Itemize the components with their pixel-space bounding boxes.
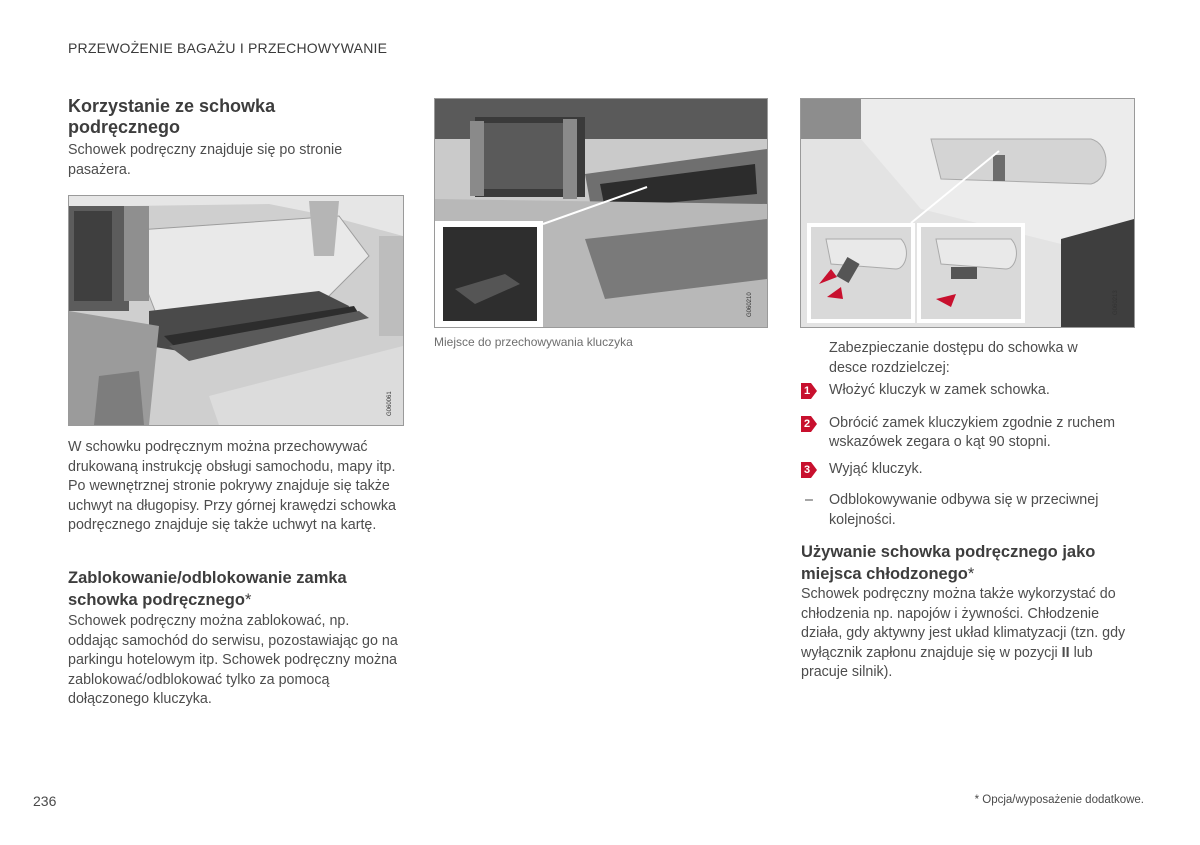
footer-note: * Opcja/wyposażenie dodatkowe. bbox=[974, 794, 1144, 806]
lock-intro: Zabezpieczanie dostępu do schowka w desce rozdzielczej: bbox=[829, 340, 1078, 376]
figure-code: G060210 bbox=[747, 292, 753, 317]
lock-key-figure bbox=[800, 98, 1135, 328]
step-3-badge: 3 bbox=[801, 462, 817, 478]
figure-code: G060061 bbox=[387, 391, 393, 416]
step-1 bbox=[801, 381, 1137, 401]
page-header: PRZEWOŻENIE BAGAŻU I PRZECHOWYWANIE bbox=[68, 40, 388, 56]
step-3 bbox=[801, 460, 1137, 480]
step-2-badge: 2 bbox=[801, 416, 817, 432]
page-number: 236 bbox=[33, 793, 57, 809]
step-2-text: Obrócić zamek kluczykiem zgodnie z ruchem wskazówek zegara o kąt 90 stopni. bbox=[829, 414, 1116, 451]
glovebox-open-figure bbox=[68, 195, 404, 426]
key-storage-figure bbox=[434, 98, 768, 328]
section-heading: Korzystanie ze schowka podręcznego bbox=[68, 96, 276, 137]
figure-code: G060213 bbox=[1113, 290, 1119, 315]
note-dash: – bbox=[805, 492, 813, 509]
note-item bbox=[801, 491, 1137, 530]
glovebox-paragraph: W schowku podręcznym można przechowywać drukowaną instrukcję obsługi samochodu, mapy itp. Po wewnętrznej stronie pokrywy znajduje się także uchwyt na długopisy. Przy górnej krawędzi schowka podręcznego znajduje się także uchwyt na kartę. bbox=[68, 439, 396, 534]
cooling-subheading-text: Używanie schowka podręcznego jako miejsca chłodzonego bbox=[801, 543, 1096, 583]
steps-list bbox=[801, 381, 1137, 531]
option-mark: * bbox=[244, 591, 252, 609]
intro-text: Schowek podręczny znajduje się po stronie pasażera. bbox=[68, 142, 343, 178]
cooling-paragraph: Schowek podręczny można także wykorzystać do chłodzenia np. napojów i żywności. Chłodzenie działa, gdy aktywny jest układ klimatyzacji (tzn. gdy wyłącznik zapłonu znajduje się w pozycji II lub pracuje silnik). bbox=[801, 586, 1126, 681]
step-1-badge: 1 bbox=[801, 383, 817, 399]
step-3-text: Wyjąć kluczyk. bbox=[829, 460, 923, 477]
step-2 bbox=[801, 414, 1137, 453]
lock-paragraph: Schowek podręczny można zablokować, np. oddając samochód do serwisu, pozostawiając go na parkingu hotelowym itp. Schowek podręczny można zablokować/odblokować tylko za pomocą dołączonego kluczyka. bbox=[68, 613, 398, 708]
lock-subheading bbox=[68, 567, 388, 611]
note-text: Odblokowywanie odbywa się w przeciwnej kolejności. bbox=[829, 492, 1099, 528]
lock-subheading-text: Zablokowanie/odblokowanie zamka schowka podręcznego bbox=[68, 569, 347, 609]
cooling-subheading bbox=[801, 541, 1131, 585]
step-1-text: Włożyć kluczyk w zamek schowka. bbox=[829, 382, 1050, 398]
option-mark: * bbox=[967, 565, 975, 583]
ignition-position: II bbox=[1061, 644, 1070, 661]
figure-caption: Miejsce do przechowywania kluczyka bbox=[434, 335, 633, 349]
